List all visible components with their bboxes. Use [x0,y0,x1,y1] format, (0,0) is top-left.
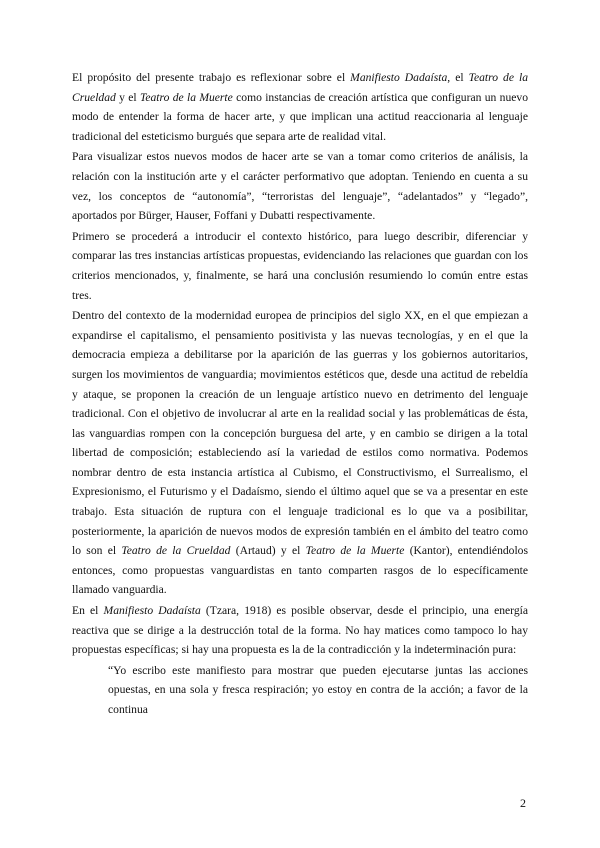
paragraph-purpose [72,68,528,146]
text-run: En el [72,604,104,618]
text-run: Para visualizar estos nuevos modos de hacer arte se van a tomar como criterios de análisis, la relación con la institución arte y el carácter performativo que adoptan. Teniendo en cuenta a su vez, los conceptos de “autonomía”, “terroristas del lenguaje”, “adelantados” y “legado”, aportados por Bürger, Hauser, Foffani y Dubatti respectivamente. [72,150,528,223]
text-run: (Kantor), entendiéndolos entonces, como propuestas vanguardistas en tanto comparten rasgos de lo específicamente llamado vanguardia. [72,544,528,597]
italic-title: Manifiesto Dadaísta [103,604,201,618]
paragraph-manifiesto [72,601,528,660]
text-run: y el [115,90,140,104]
text-run: como instancias de creación artística que configuran un nuevo modo de entender la forma de hacer arte, y que implican una actitud reaccionaria al lenguaje tradicional del esteticismo burgués que separa arte de realidad vital. [72,90,528,143]
text-run: , el [447,71,469,84]
text-run: Primero se procederá a introducir el contexto histórico, para luego describir, diferenciar y comparar las tres instancias artísticas propuestas, evidenciando las relaciones que guardan con los criterios mencionados, y, finalmente, se hará una conclusión resumiendo lo común entre estas tres. [72,229,528,302]
italic-title: Manifiesto Dadaísta [350,71,448,84]
page-number: 2 [520,796,526,810]
italic-title: Teatro de la Muerte [305,544,405,558]
block-quote [108,661,528,720]
paragraph-criteria [72,147,528,225]
italic-title: Teatro de la Crueldad [72,71,529,104]
italic-title: Teatro de la Muerte [139,90,233,104]
text-run: “Yo escribo este manifiesto para mostrar que pueden ejecutarse juntas las acciones opuestas, en una sola y fresca respiración; yo estoy en contra de la acción; a favor de la continua [108,663,528,716]
text-run: (Tzara, 1918) es posible observar, desde el principio, una energía reactiva que se dirige a la destrucción total de la forma. No hay matices como tampoco lo hay propuestas específicas; si hay una propuesta es la de la contradicción y la indeterminación pura: [72,604,528,657]
text-run: El propósito del presente trabajo es reflexionar sobre el [72,71,351,84]
text-run: Dentro del contexto de la modernidad europea de principios del siglo XX, en el que empiezan a expandirse el capitalismo, el pensamiento positivista y las nuevas tecnologías, y en el que la democracia empieza a debilitarse por la aparición de las guerras y los gobiernos autoritarios, surgen los movimientos de vanguardia; movimientos estéticos que, desde una actitud de rebeldía y ataque, se proponen la creación de un lenguaje artístico nuevo en detrimento del lenguaje tradicional. Con el objetivo de involucrar al arte en la realidad social y las problemáticas de ésta, las vanguardias rompen con la concepción burguesa del arte, y en cambio se dirigen a la total libertad de composición; estableciendo así la variedad de estilos como normativa. Podemos nombrar dentro de esta instancia artística al Cubismo, el Constructivismo, el Surrealismo, el Expresionismo, el Futurismo y el Dadaísmo, siendo el último aquel que se va a presentar en este trabajo. Esta situación de ruptura con el lenguaje tradicional es lo que va a posibilitar, posteriormente, la aparición de nuevos modos de expresión también en el ámbito del teatro como lo son el [72,309,528,558]
paragraph-context [72,306,528,600]
paragraph-method [72,227,528,305]
document-body [72,68,528,720]
text-run: (Artaud) y el [230,544,306,558]
italic-title: Teatro de la Crueldad [121,544,231,558]
